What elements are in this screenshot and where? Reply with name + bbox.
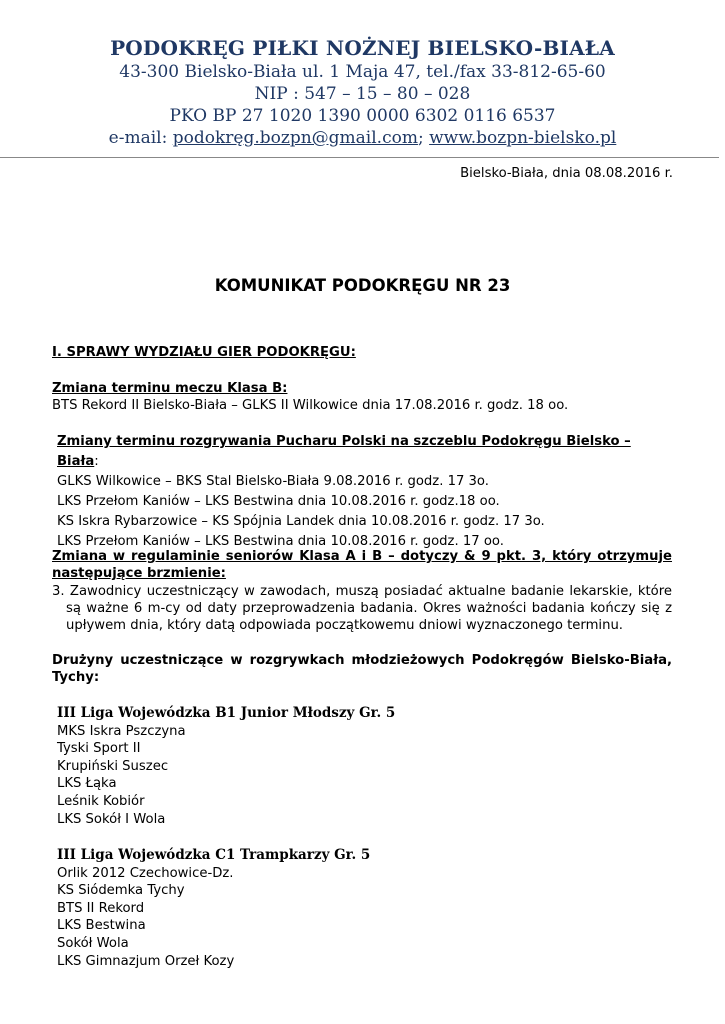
contact-separator: ; <box>417 128 430 148</box>
team-item: Leśnik Kobiór <box>57 793 145 809</box>
league-heading: III Liga Wojewódzka B1 Junior Młodszy Gr. 5 <box>57 705 396 721</box>
team-item: Orlik 2012 Czechowice-Dz. <box>57 865 234 881</box>
league-heading: III Liga Wojewódzka C1 Trampkarzy Gr. 5 <box>57 847 371 863</box>
klasa-b-block <box>52 380 672 414</box>
puchar-heading-line <box>57 432 677 472</box>
team-item: LKS Sokół I Wola <box>57 811 166 827</box>
league-block-c1 <box>57 847 677 970</box>
puchar-heading: Zmiany terminu rozgrywania Pucharu Polski na szczeblu Podokręgu Bielsko – Biała <box>57 434 631 469</box>
regulamin-heading: Zmiana w regulaminie seniorów Klasa A i B – dotyczy & 9 pkt. 3, który otrzymuje następujące brzmienie: <box>52 549 672 581</box>
email-link[interactable]: podokręg.bozpn@gmail.com <box>172 128 418 148</box>
list-item: KS Iskra Rybarzowice – KS Spójnia Landek dnia 10.08.2016 r. godz. 17 3o. <box>57 514 545 529</box>
team-item: Sokół Wola <box>57 935 129 951</box>
klasa-b-heading: Zmiana terminu meczu Klasa B: <box>52 381 288 396</box>
league-block-b1 <box>57 705 677 828</box>
date-line: Bielsko-Biała, dnia 08.08.2016 r. <box>460 166 673 181</box>
team-item: Krupiński Suszec <box>57 758 169 774</box>
team-item: KS Siódemka Tychy <box>57 883 185 899</box>
letterhead-bank: PKO BP 27 1020 1390 0000 6302 0116 6537 <box>169 106 556 126</box>
team-item: Tyski Sport II <box>57 741 141 757</box>
team-item: MKS Iskra Pszczyna <box>57 723 186 739</box>
komunikat-title: KOMUNIKAT PODOKRĘGU NR 23 <box>214 276 511 295</box>
team-item: LKS Łąka <box>57 776 117 792</box>
list-item: LKS Przełom Kaniów – LKS Bestwina dnia 10.08.2016 r. godz. 17 oo. <box>57 534 504 549</box>
letterhead-title: PODOKRĘG PIŁKI NOŻNEJ BIELSKO-BIAŁA <box>110 36 615 60</box>
list-item: LKS Przełom Kaniów – LKS Bestwina dnia 10.08.2016 r. godz.18 oo. <box>57 494 500 509</box>
puchar-block <box>57 432 677 552</box>
klasa-b-text: BTS Rekord II Bielsko-Biała – GLKS II Wilkowice dnia 17.08.2016 r. godz. 18 oo. <box>52 398 569 413</box>
letterhead-contact <box>0 128 725 148</box>
letterhead-nip: NIP : 547 – 15 – 80 – 028 <box>254 84 471 104</box>
team-item: LKS Bestwina <box>57 918 146 934</box>
header-divider <box>0 157 719 158</box>
website-link[interactable]: www.bozpn-bielsko.pl <box>429 128 617 148</box>
druzyny-heading: Drużyny uczestniczące w rozgrywkach młodzieżowych Podokręgów Bielsko-Biała, Tychy: <box>52 653 672 685</box>
section-heading: I. SPRAWY WYDZIAŁU GIER PODOKRĘGU: <box>52 345 356 360</box>
list-item: GLKS Wilkowice – BKS Stal Bielsko-Biała 9.08.2016 r. godz. 17 3o. <box>57 474 489 489</box>
letterhead-address: 43-300 Bielsko-Biała ul. 1 Maja 47, tel./fax 33-812-65-60 <box>119 62 606 82</box>
email-prefix: e-mail: <box>108 128 173 148</box>
team-item: BTS II Rekord <box>57 900 145 916</box>
puchar-colon: : <box>94 454 99 469</box>
regulamin-text: 3. Zawodnicy uczestniczący w zawodach, muszą posiadać aktualne badanie lekarskie, które są ważne 6 m-cy od daty przeprowadzenia badania. Okres ważności badania kończy się z upływem dnia, który datą odpowiada początkowemu dniowi wyznaczonego terminu. <box>52 584 672 633</box>
team-item: LKS Gimnazjum Orzeł Kozy <box>57 953 235 969</box>
